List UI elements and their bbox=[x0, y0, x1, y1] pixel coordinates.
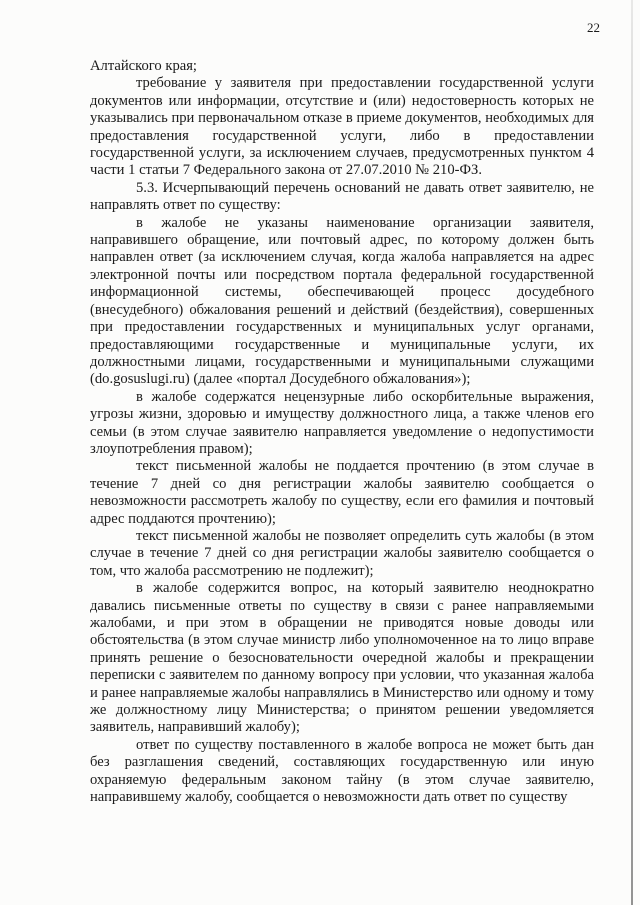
paragraph-altai-region: Алтайского края; bbox=[90, 58, 197, 74]
paragraph-section-5-3: 5.3. Исчерпывающий перечень оснований не давать ответ заявителю, не направлять ответ по существу: bbox=[90, 179, 594, 214]
paragraph-unreadable-text: текст письменной жалобы не поддается прочтению (в этом случае в течение 7 дней со дня регистрации жалобы заявителю сообщается о невозможности рассмотреть жалобу по существу, если его фамилия и почтовый адрес поддаются прочтению); bbox=[90, 458, 594, 527]
document-body bbox=[90, 58, 594, 806]
page-number: 22 bbox=[587, 20, 600, 35]
paragraph-repeated-question: в жалобе содержится вопрос, на который заявителю неоднократно давались письменные ответы по существу в связи с ранее направляемыми жалобами, и при этом в обращении не приводятся новые доводы или обстоятельства (в этом случае министр либо уполномоченное на то лицо вправе принять решение о безосновательности очередной жалобы и прекращении переписки с заявителем по данному вопросу при условии, что указанная жалоба и ранее направляемые жалобы направлялись в Министерство или одному и тому же должностному лицу Министерства; о принятом решении уведомляется заявитель, направивший жалобу); bbox=[90, 580, 594, 736]
paragraph-unclear-essence: текст письменной жалобы не позволяет определить суть жалобы (в этом случае в течение 7 дней со дня регистрации жалобы заявителю сообщается о том, что жалоба рассмотрению не подлежит); bbox=[90, 527, 594, 579]
paragraph-state-secret: ответ по существу поставленного в жалобе вопроса не может быть дан без разглашения сведений, составляющих государственную или иную охраняемую федеральным законом тайну (в этом случае заявителю, направившему жалобу, сообщается о невозможности дать ответ по существу bbox=[90, 736, 594, 806]
paragraph-document-requirement: требование у заявителя при предоставлении государственной услуги документов или информации, отсутствие и (или) недостоверность которых не указывались при первоначальном отказе в приеме документов, необходимых для предоставления государственной услуги, либо в предоставлении государственной услуги, за исключением случаев, предусмотренных пунктом 4 части 1 статьи 7 Федерального закона от 27.07.2010 № 210-ФЗ. bbox=[90, 75, 594, 179]
paragraph-obscene-language: в жалобе содержатся нецензурные либо оскорбительные выражения, угрозы жизни, здоровью и имуществу должностного лица, а также членов его семьи (в этом случае заявителю направляется уведомление о недопустимости злоупотребления правом); bbox=[90, 388, 594, 457]
paragraph-no-address: в жалобе не указаны наименование организации заявителя, направившего обращение, или почтовый адрес, по которому должен быть направлен ответ (за исключением случая, когда жалоба направляется на адрес электронной почты или посредством портала федеральной государственной информационной системы, обеспечивающей процесс досудебного (внесудебного) обжалования решений и действий (бездействия), совершенных при предоставлении государственных и муниципальных услуг органами, предоставляющими государственные и муниципальные услуги, их должностными лицами, государственными и муниципальными служащими (do.gosuslugi.ru) (далее «портал Досудебного обжалования»); bbox=[90, 214, 594, 388]
scan-edge-line bbox=[631, 0, 633, 905]
